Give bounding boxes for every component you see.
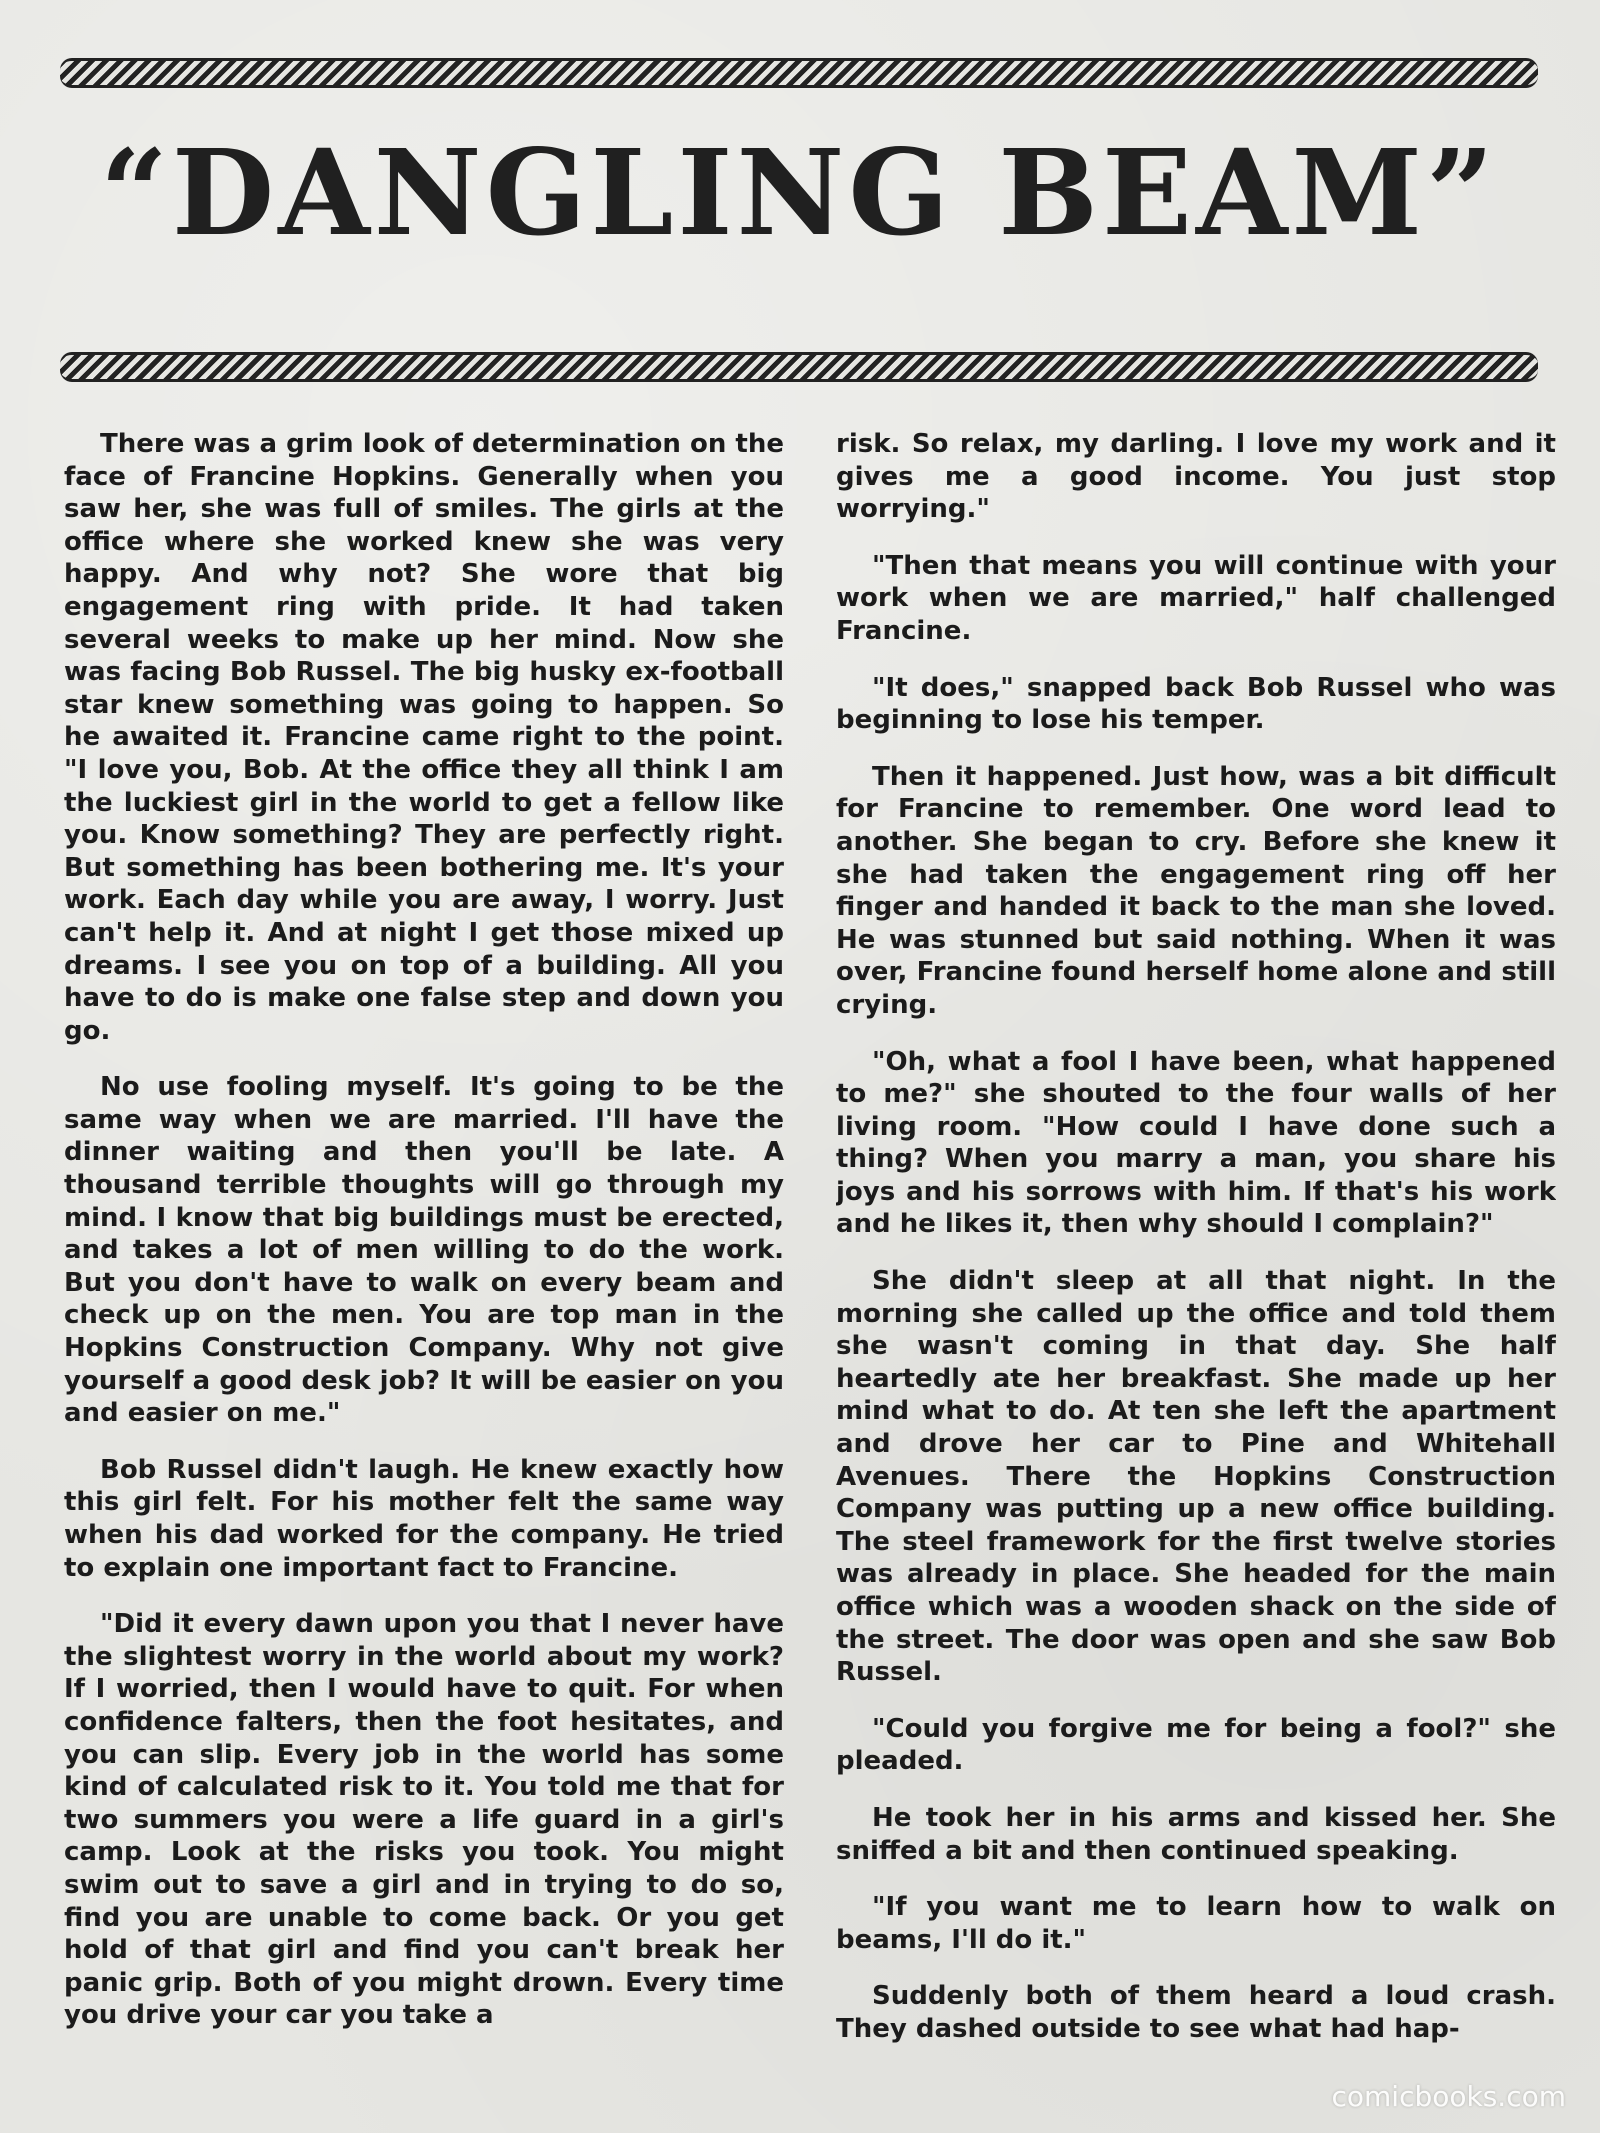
paragraph: "Then that means you will continue with your work when we are married," half challenged Francine. bbox=[836, 550, 1556, 646]
paragraph: "Oh, what a fool I have been, what happened to me?" she shouted to the four walls of her living room. "How could I have done such a thing? When you marry a man, you share his joys and his sorrows with him. If that's his work and he likes it, then why should I complain?" bbox=[836, 1046, 1556, 1240]
paragraph: He took her in his arms and kissed her. She sniffed a bit and then continued speaking. bbox=[836, 1802, 1556, 1866]
paragraph: "Did it every dawn upon you that I never have the slightest worry in the world about my work? If I worried, then I would have to quit. For when confidence falters, then the foot hesitates, and you can slip. Every job in the world has some kind of calculated risk to it. You told me that for two summers you were a life guard in a girl's camp. Look at the risks you took. You might swim out to save a girl and in trying to do so, find you are unable to come back. Or you get hold of that girl and find you can't break her panic grip. Both of you might drown. Every time you drive your car you take a bbox=[64, 1609, 784, 2031]
paragraph: Then it happened. Just how, was a bit difficult for Francine to remember. One word lead to another. She began to cry. Before she knew it she had taken the engagement ring off her finger and handed it back to the man she loved. He was stunned but said nothing. When it was over, Francine found herself home alone and still crying. bbox=[836, 761, 1556, 1020]
paragraph-continuation: risk. So relax, my darling. I love my work and it gives me a good income. You just stop worrying." bbox=[836, 429, 1556, 525]
paragraph: No use fooling myself. It's going to be the same way when we are married. I'll have the dinner waiting and then you'll be late. A thousand terrible thoughts will go through my mind. I know that big buildings must be erected, and takes a lot of men willing to do the work. But you don't have to walk on every beam and check up on the men. You are top man in the Hopkins Construction Company. Why not give yourself a good desk job? It will be easier on you and easier on me." bbox=[64, 1072, 784, 1429]
left-column bbox=[64, 428, 784, 2068]
story-title: “DANGLING BEAM” bbox=[100, 123, 1498, 262]
paragraph: There was a grim look of determination on the face of Francine Hopkins. Generally when you saw her, she was full of smiles. The girls at the office where she worked knew she was very happy. And why not? She wore that big engagement ring with pride. It had taken several weeks to make up her mind. Now she was facing Bob Russel. The big husky ex-football star knew something was going to happen. So he awaited it. Francine came right to the point. "I love you, Bob. At the office they all think I am the luckiest girl in the world to get a fellow like you. Know something? They are perfectly right. But something has been bothering me. It's your work. Each day while you are away, I worry. Just can't help it. And at night I get those mixed up dreams. I see you on top of a building. All you have to do is make one false step and down you go. bbox=[64, 429, 784, 1046]
paragraph: Bob Russel didn't laugh. He knew exactly how this girl felt. For his mother felt the same way when his dad worked for the company. He tried to explain one important fact to Francine. bbox=[64, 1454, 784, 1583]
paragraph: "Could you forgive me for being a fool?" she pleaded. bbox=[836, 1713, 1556, 1777]
paragraph: Suddenly both of them heard a loud crash. They dashed outside to see what had hap- bbox=[836, 1981, 1556, 2044]
right-column bbox=[836, 428, 1556, 2068]
paragraph: "If you want me to learn how to walk on beams, I'll do it." bbox=[836, 1892, 1556, 1955]
paragraph: She didn't sleep at all that night. In the morning she called up the office and told them she wasn't coming in that day. She half heartedly ate her breakfast. She made up her mind what to do. At ten she left the apartment and drove her car to Pine and Whitehall Avenues. There the Hopkins Construction Company was putting up a new office building. The steel framework for the first twelve stories was already in place. She headed for the main office which was a wooden shack on the side of the street. The door was open and she saw Bob Russel. bbox=[836, 1266, 1556, 1688]
watermark: comicbooks.com bbox=[1331, 2080, 1566, 2113]
top-rope-border bbox=[60, 58, 1538, 88]
bottom-rope-border bbox=[60, 352, 1538, 382]
paragraph: "It does," snapped back Bob Russel who was beginning to lose his temper. bbox=[836, 672, 1556, 736]
